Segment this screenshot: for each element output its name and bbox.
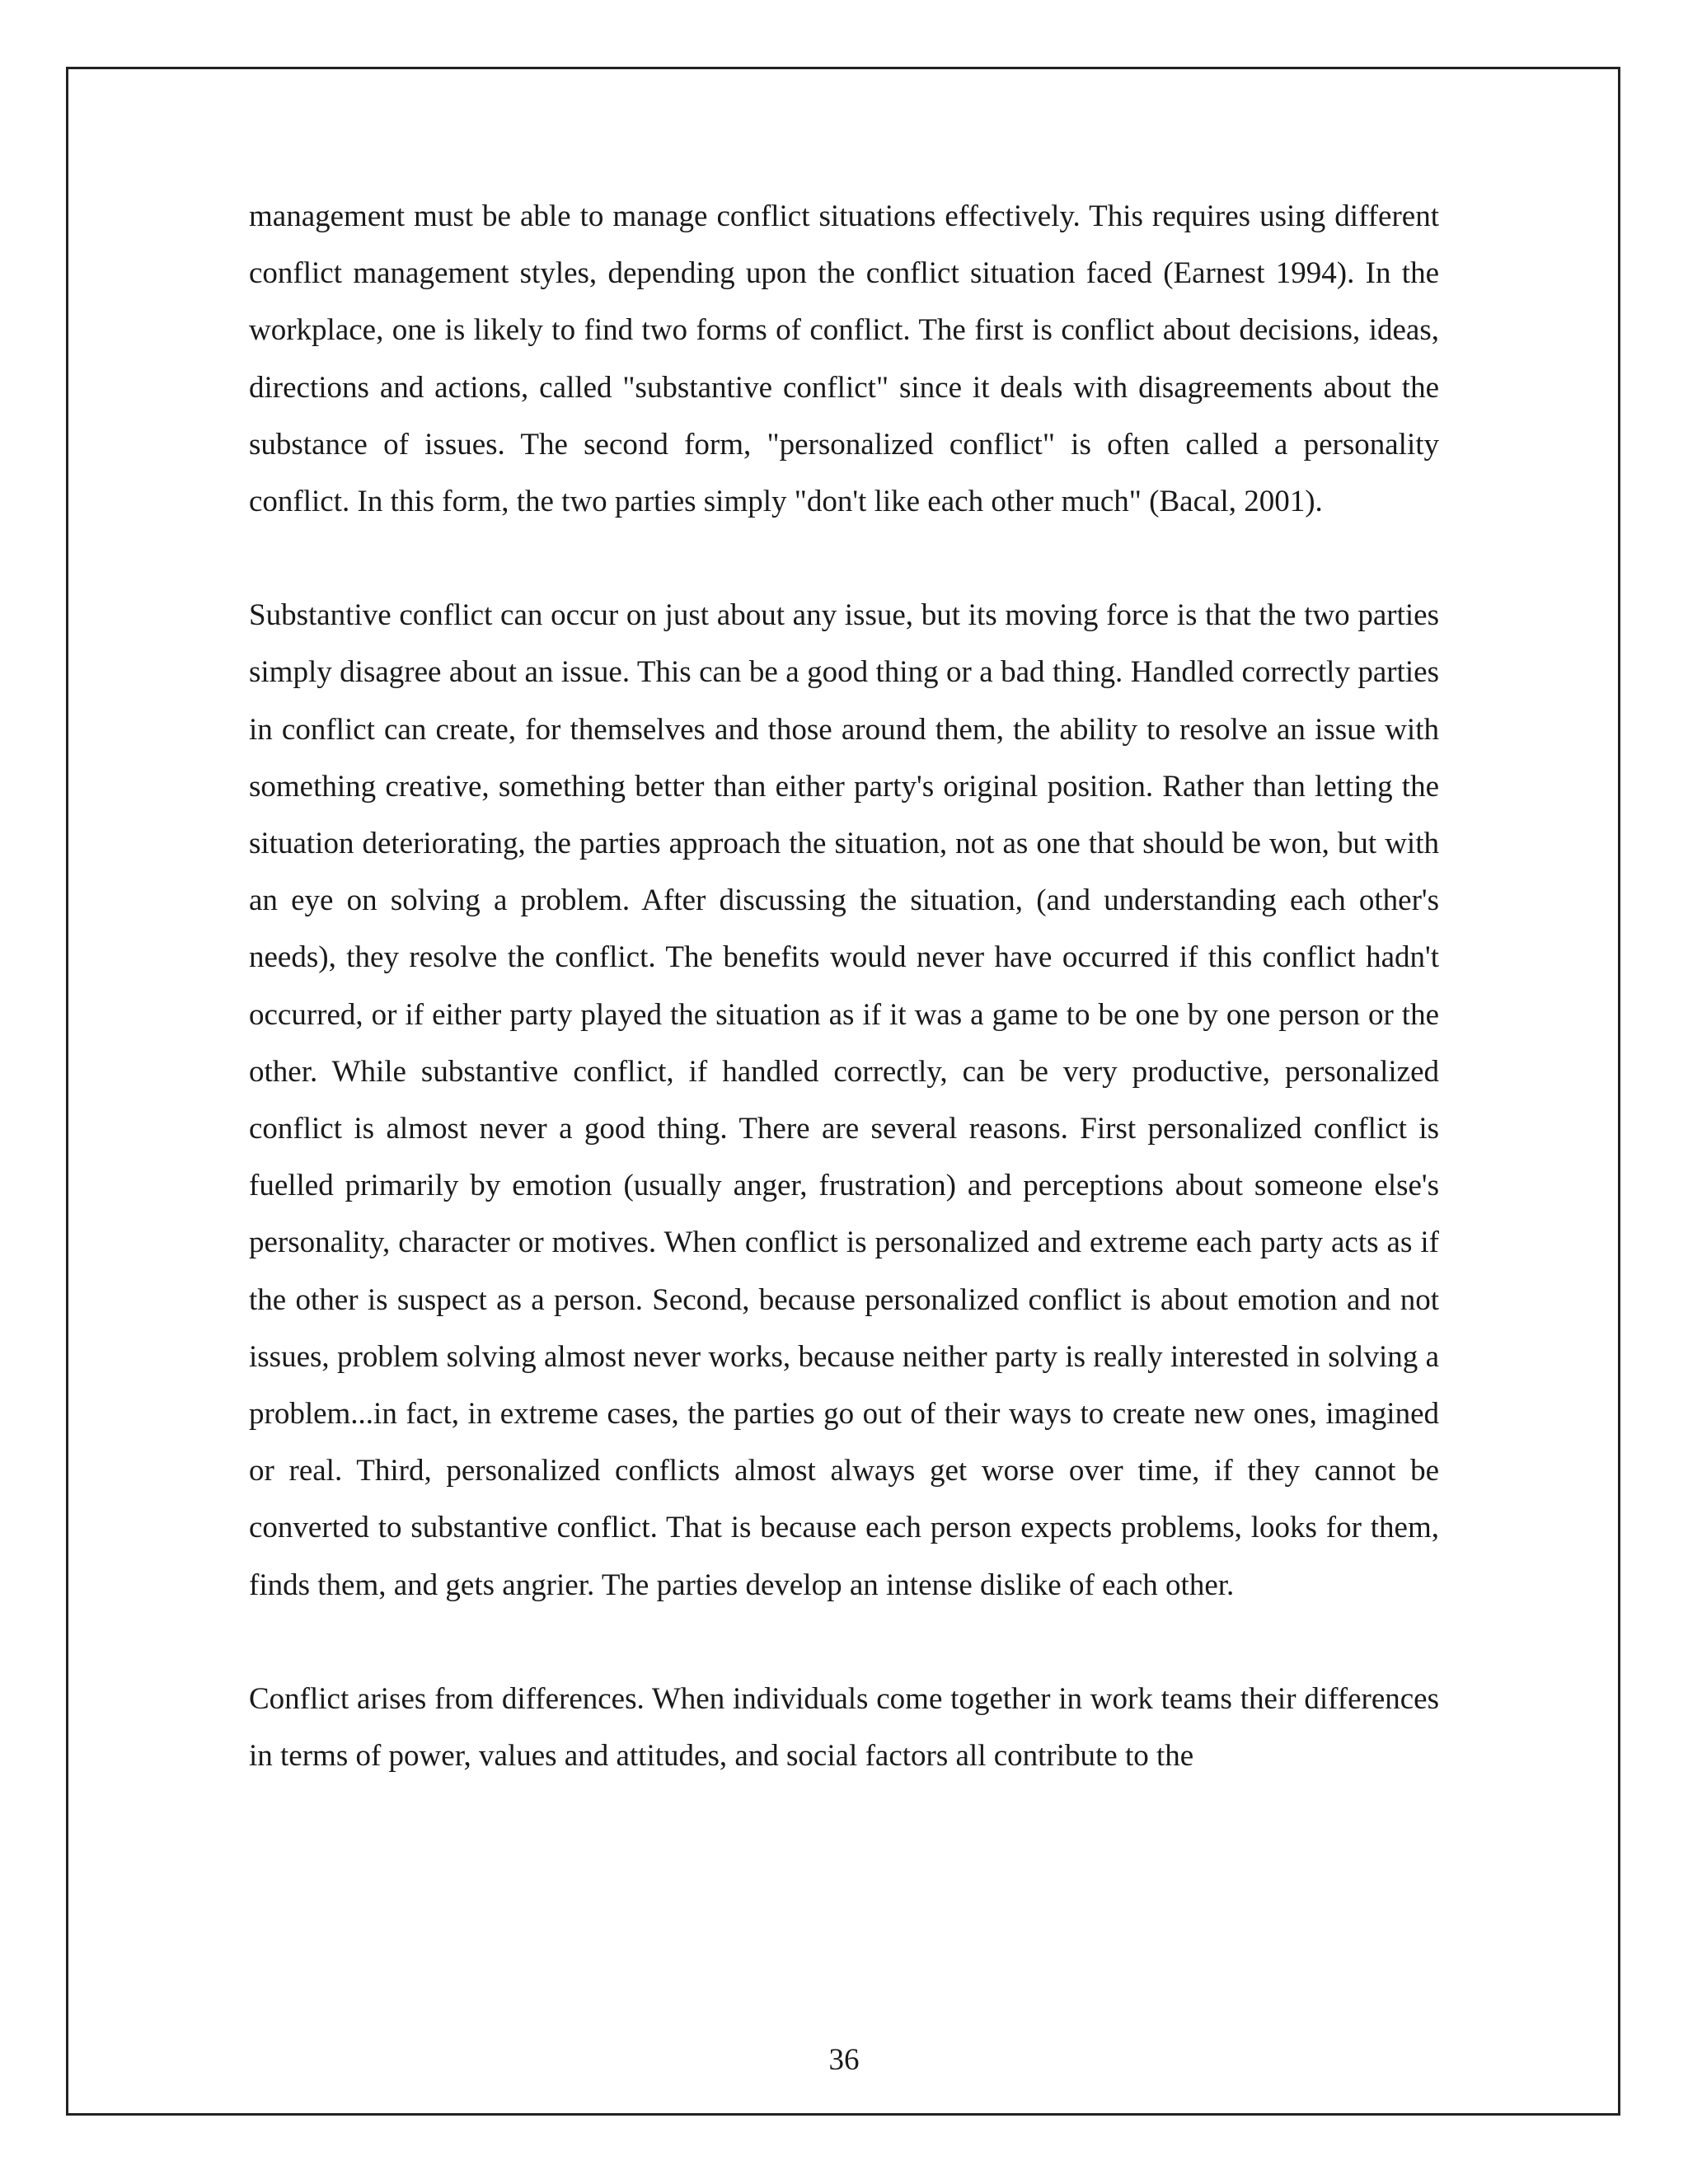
paragraph-1: management must be able to manage conflict situations effectively. This requires using different conflict management styles, depending upon the conflict situation faced (Earnest 1994). In the workplace, one is likely to find two forms of conflict. The first is conflict about decisions, ideas, directions and actions, called "substantive conflict" since it deals with disagreements about the substance of issues. The second form, "personalized conflict" is often called a personality conflict. In this form, the two parties simply "don't like each other much" (Bacal, 2001). — [249, 199, 1439, 519]
paragraph-3: Conflict arises from differences. When individuals come together in work teams their differences in terms of power, values and attitudes, and social factors all contribute to the — [249, 1681, 1439, 1774]
page-body — [249, 188, 1439, 1841]
paragraph-2: Substantive conflict can occur on just about any issue, but its moving force is that the two parties simply disagree about an issue. This can be a good thing or a bad thing. Handled correctly parties in conflict can create, for themselves and those around them, the ability to resolve an issue with something creative, something better than either party's original position. Rather than letting the situation deteriorating, the parties approach the situation, not as one that should be won, but with an eye on solving a problem. After discussing the situation, (and understanding each other's needs), they resolve the conflict. The benefits would never have occurred if this conflict hadn't occurred, or if either party played the situation as if it was a game to be one by one person or the other. While substantive conflict, if handled correctly, can be very productive, personalized conflict is almost never a good thing. There are several reasons. First personalized conflict is fuelled primarily by emotion (usually anger, frustration) and perceptions about someone else's personality, character or motives. When conflict is personalized and extreme each party acts as if the other is suspect as a person. Second, because personalized conflict is about emotion and not issues, problem solving almost never works, because neither party is really interested in solving a problem...in fact, in extreme cases, the parties go out of their ways to create new ones, imagined or real. Third, personalized conflicts almost always get worse over time, if they cannot be converted to substantive conflict. That is because each person expects problems, looks for them, finds them, and gets angrier. The parties develop an intense dislike of each other. — [249, 598, 1439, 1602]
page-number: 36 — [828, 2043, 860, 2077]
